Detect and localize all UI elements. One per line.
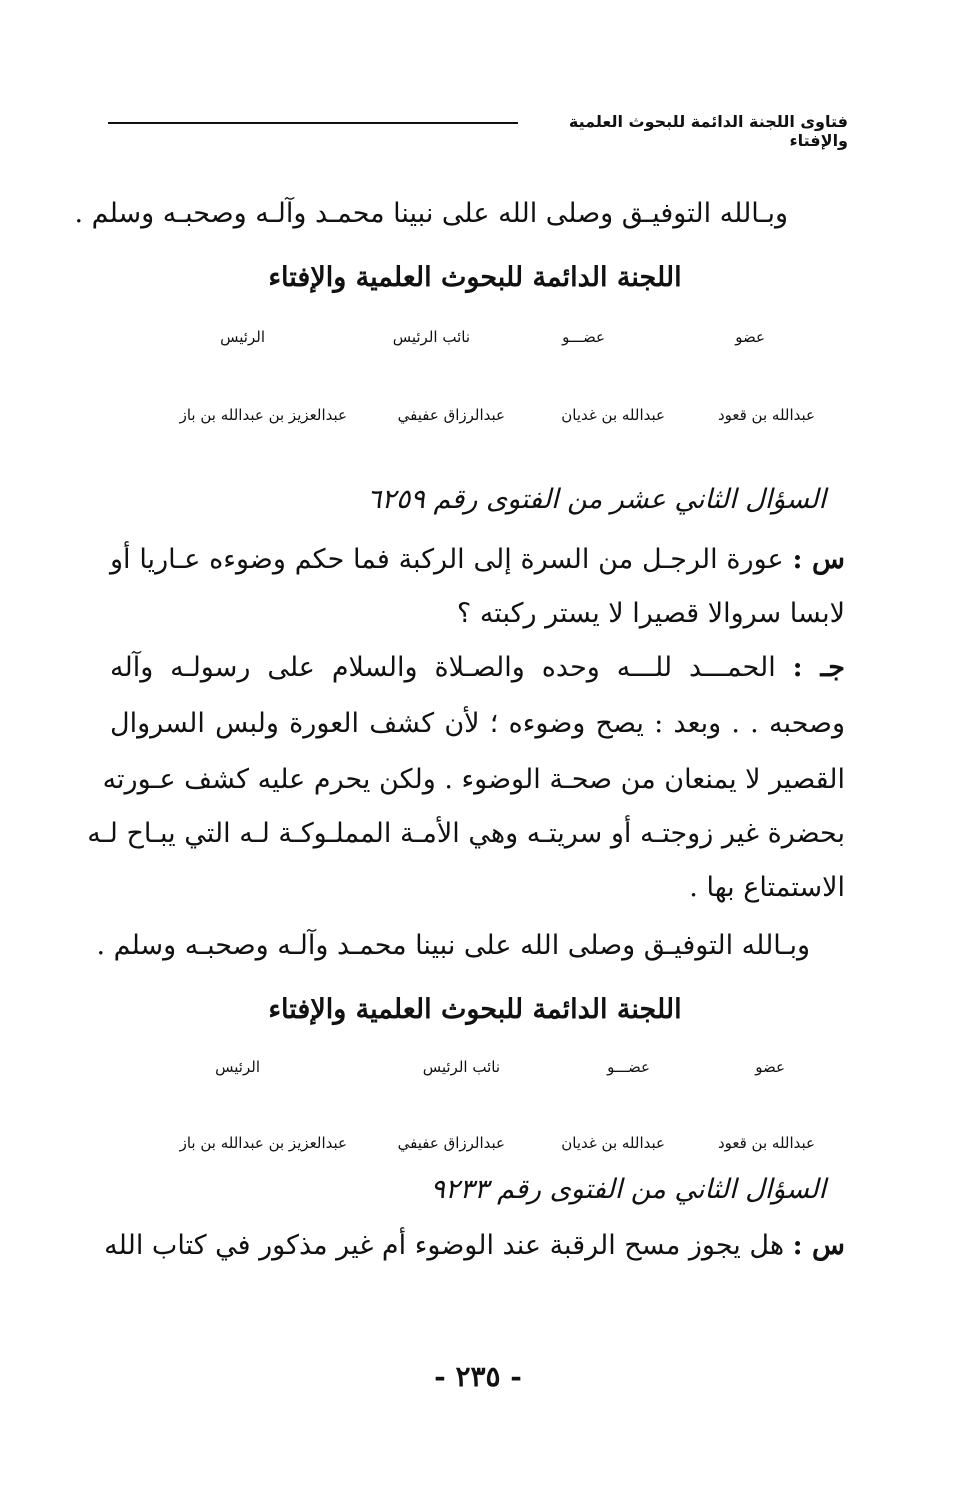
answer-12-line-3: القصير لا يمنعان من صحـة الوضوء . ولكن يحرم عليه كشف عـورته	[102, 764, 845, 795]
committee-title-1: اللجنة الدائمة للبحوث العلمية والإفتاء	[268, 262, 682, 293]
question-prefix: س :	[792, 1230, 845, 1261]
name-afifi: عبدالرزاق عفيفي	[397, 1134, 505, 1152]
running-head: فتاوى اللجنة الدائمة للبحوث العلمية والإفتاء	[568, 112, 848, 150]
answer-prefix: جـ :	[792, 652, 845, 683]
name-ibn-baz: عبدالعزيز بن عبدالله بن باز	[179, 1134, 347, 1152]
closing-line-1: وبـالله التوفيـق وصلى الله على نبينا محمـد وآلـه وصحبـه وسلم .	[74, 198, 788, 229]
signatory-names-2	[145, 1134, 825, 1156]
role-member-2: عضـــو	[607, 1058, 650, 1076]
page-number: - ٢٣٥ -	[434, 1360, 522, 1393]
role-member-2: عضـــو	[562, 328, 605, 346]
committee-title-2: اللجنة الدائمة للبحوث العلمية والإفتاء	[268, 994, 682, 1025]
role-vice-president: نائب الرئيس	[392, 328, 470, 346]
answer-12-line-2: وصحبه . . وبعد : يصح وضوءه ؛ لأن كشف العورة ولبس السروال	[110, 708, 845, 739]
name-ibn-baz: عبدالعزيز بن عبدالله بن باز	[179, 406, 347, 424]
name-ibn-ghudayan: عبدالله بن غديان	[561, 406, 665, 424]
role-president: الرئيس	[220, 328, 265, 346]
question-12-line-1	[110, 544, 845, 575]
role-president: الرئيس	[215, 1058, 260, 1076]
answer-12-text-1: الحمـــد للـــه وحده والصـلاة والسلام على رسولـه وآله	[110, 652, 776, 683]
header-rule	[108, 122, 518, 124]
question-12-text-1: عورة الرجـل من السرة إلى الركبة فما حكم وضوءه عـاريا أو	[110, 544, 784, 575]
name-ibn-qaud: عبدالله بن قعود	[717, 406, 815, 424]
answer-12-line-5: الاستمتاع بها .	[689, 872, 845, 903]
question-2-heading: السؤال الثاني من الفتوى رقم ٩٢٣٣	[430, 1174, 826, 1205]
name-afifi: عبدالرزاق عفيفي	[397, 406, 505, 424]
question-prefix: س :	[792, 544, 845, 575]
signatory-names-1	[145, 406, 825, 428]
question-12-line-2: لابسا سروالا قصيرا لا يستر ركبته ؟	[456, 598, 845, 629]
role-member-1: عضو	[755, 1058, 785, 1076]
role-member-1: عضو	[735, 328, 765, 346]
question-2-line-1	[104, 1230, 845, 1261]
answer-12-line-1	[110, 652, 845, 683]
name-ibn-qaud: عبدالله بن قعود	[717, 1134, 815, 1152]
question-2-text-1: هل يجوز مسح الرقبة عند الوضوء أم غير مذكور في كتاب الله	[104, 1230, 785, 1261]
signatory-roles-1	[140, 328, 820, 350]
name-ibn-ghudayan: عبدالله بن غديان	[561, 1134, 665, 1152]
role-vice-president: نائب الرئيس	[422, 1058, 500, 1076]
closing-line-2: وبـالله التوفيـق وصلى الله على نبينا محمـد وآلـه وصحبـه وسلم .	[96, 930, 810, 961]
question-12-heading: السؤال الثاني عشر من الفتوى رقم ٦٢٥٩	[366, 484, 826, 515]
signatory-roles-2	[140, 1058, 820, 1080]
answer-12-line-4: بحضرة غير زوجتـه أو سريتـه وهي الأمـة المملـوكـة لـه التي يبـاح لـه	[87, 818, 845, 849]
